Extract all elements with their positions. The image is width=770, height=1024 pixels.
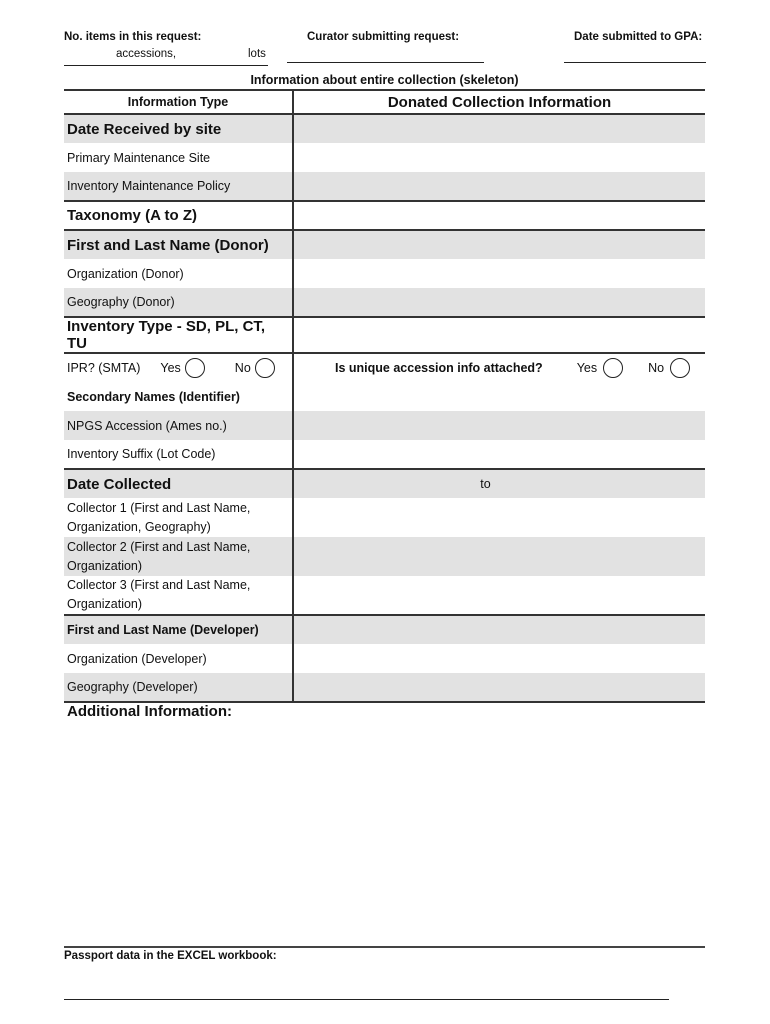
input-inv-suffix[interactable] bbox=[293, 440, 705, 469]
collection-form-table bbox=[64, 89, 705, 703]
row-npgs bbox=[64, 411, 705, 440]
curator-label: Curator submitting request: bbox=[307, 31, 460, 43]
label-to: to bbox=[480, 477, 491, 491]
col-header-info-type: Information Type bbox=[64, 90, 293, 114]
items-count-line[interactable] bbox=[64, 65, 268, 66]
label-unique-yes: Yes bbox=[576, 361, 598, 375]
divider-line bbox=[64, 946, 705, 948]
input-primary-site[interactable] bbox=[293, 143, 705, 172]
row-inventory-type bbox=[64, 317, 705, 353]
label-date-received: Date Received by site bbox=[64, 114, 293, 143]
row-collector2 bbox=[64, 537, 705, 576]
items-count-label: No. items in this request: bbox=[64, 31, 202, 43]
date-submitted-field[interactable] bbox=[564, 62, 706, 63]
row-inventory-policy bbox=[64, 172, 705, 201]
row-ipr bbox=[64, 353, 705, 382]
row-inv-suffix bbox=[64, 440, 705, 469]
row-donor-geo bbox=[64, 288, 705, 317]
label-primary-site: Primary Maintenance Site bbox=[64, 143, 293, 172]
row-primary-site bbox=[64, 143, 705, 172]
input-npgs[interactable] bbox=[293, 411, 705, 440]
passport-field[interactable] bbox=[64, 999, 669, 1000]
input-donor-name[interactable] bbox=[293, 230, 705, 259]
row-dev-name bbox=[64, 615, 705, 644]
date-submitted-label: Date submitted to GPA: bbox=[574, 31, 703, 43]
lots-label: lots bbox=[248, 48, 266, 60]
ipr-yes-radio[interactable] bbox=[185, 358, 205, 378]
row-dev-geo bbox=[64, 673, 705, 702]
ipr-no-radio[interactable] bbox=[255, 358, 275, 378]
curator-field[interactable] bbox=[287, 62, 484, 63]
input-donor-org[interactable] bbox=[293, 259, 705, 288]
input-inventory-type[interactable] bbox=[293, 317, 705, 353]
row-taxonomy bbox=[64, 201, 705, 230]
unique-info-cell bbox=[293, 353, 705, 382]
row-collector1 bbox=[64, 498, 705, 537]
label-collector1: Collector 1 (First and Last Name, Organization, Geography) bbox=[64, 498, 293, 537]
label-ipr-yes: Yes bbox=[160, 361, 181, 375]
additional-info-area[interactable] bbox=[64, 725, 705, 940]
label-ipr-no: No bbox=[234, 361, 251, 375]
row-donor-org bbox=[64, 259, 705, 288]
input-inventory-policy[interactable] bbox=[293, 172, 705, 201]
label-npgs: NPGS Accession (Ames no.) bbox=[64, 411, 293, 440]
label-ipr: IPR? (SMTA) bbox=[67, 361, 141, 375]
unique-yes-radio[interactable] bbox=[603, 358, 623, 378]
unique-no-radio[interactable] bbox=[670, 358, 690, 378]
row-date-collected bbox=[64, 469, 705, 498]
table-header-row bbox=[64, 90, 705, 114]
label-unique-no: No bbox=[648, 361, 665, 375]
input-donor-geo[interactable] bbox=[293, 288, 705, 317]
label-taxonomy: Taxonomy (A to Z) bbox=[64, 201, 293, 230]
label-inventory-policy: Inventory Maintenance Policy bbox=[64, 172, 293, 201]
label-donor-org: Organization (Donor) bbox=[64, 259, 293, 288]
label-inv-suffix: Inventory Suffix (Lot Code) bbox=[64, 440, 293, 469]
label-date-collected: Date Collected bbox=[64, 469, 293, 498]
accessions-label: accessions, bbox=[116, 48, 177, 60]
label-collector2: Collector 2 (First and Last Name, Organization) bbox=[64, 537, 293, 576]
input-dev-geo[interactable] bbox=[293, 673, 705, 702]
input-secondary-names[interactable] bbox=[293, 382, 705, 411]
input-dev-org[interactable] bbox=[293, 644, 705, 673]
label-inventory-type: Inventory Type - SD, PL, CT, TU bbox=[64, 317, 293, 353]
row-date-received bbox=[64, 114, 705, 143]
input-collector1[interactable] bbox=[293, 498, 705, 537]
label-unique-question: Is unique accession info attached? bbox=[335, 361, 543, 375]
ipr-cell bbox=[64, 353, 293, 382]
row-dev-org bbox=[64, 644, 705, 673]
row-secondary-names bbox=[64, 382, 705, 411]
label-dev-geo: Geography (Developer) bbox=[64, 673, 293, 702]
input-date-received[interactable] bbox=[293, 114, 705, 143]
row-donor-name bbox=[64, 230, 705, 259]
input-collector2[interactable] bbox=[293, 537, 705, 576]
input-collector3[interactable] bbox=[293, 576, 705, 615]
label-collector3: Collector 3 (First and Last Name, Organization) bbox=[64, 576, 293, 615]
passport-label: Passport data in the EXCEL workbook: bbox=[64, 950, 277, 962]
label-dev-org: Organization (Developer) bbox=[64, 644, 293, 673]
input-taxonomy[interactable] bbox=[293, 201, 705, 230]
row-collector3 bbox=[64, 576, 705, 615]
label-secondary-names: Secondary Names (Identifier) bbox=[64, 382, 293, 411]
input-dev-name[interactable] bbox=[293, 615, 705, 644]
additional-info-heading: Additional Information: bbox=[67, 703, 232, 720]
label-dev-name: First and Last Name (Developer) bbox=[64, 615, 293, 644]
section-title: Information about entire collection (skeleton) bbox=[250, 73, 519, 87]
label-donor-name: First and Last Name (Donor) bbox=[64, 230, 293, 259]
input-date-collected[interactable] bbox=[293, 469, 705, 498]
label-donor-geo: Geography (Donor) bbox=[64, 288, 293, 317]
col-header-donated: Donated Collection Information bbox=[293, 90, 705, 114]
